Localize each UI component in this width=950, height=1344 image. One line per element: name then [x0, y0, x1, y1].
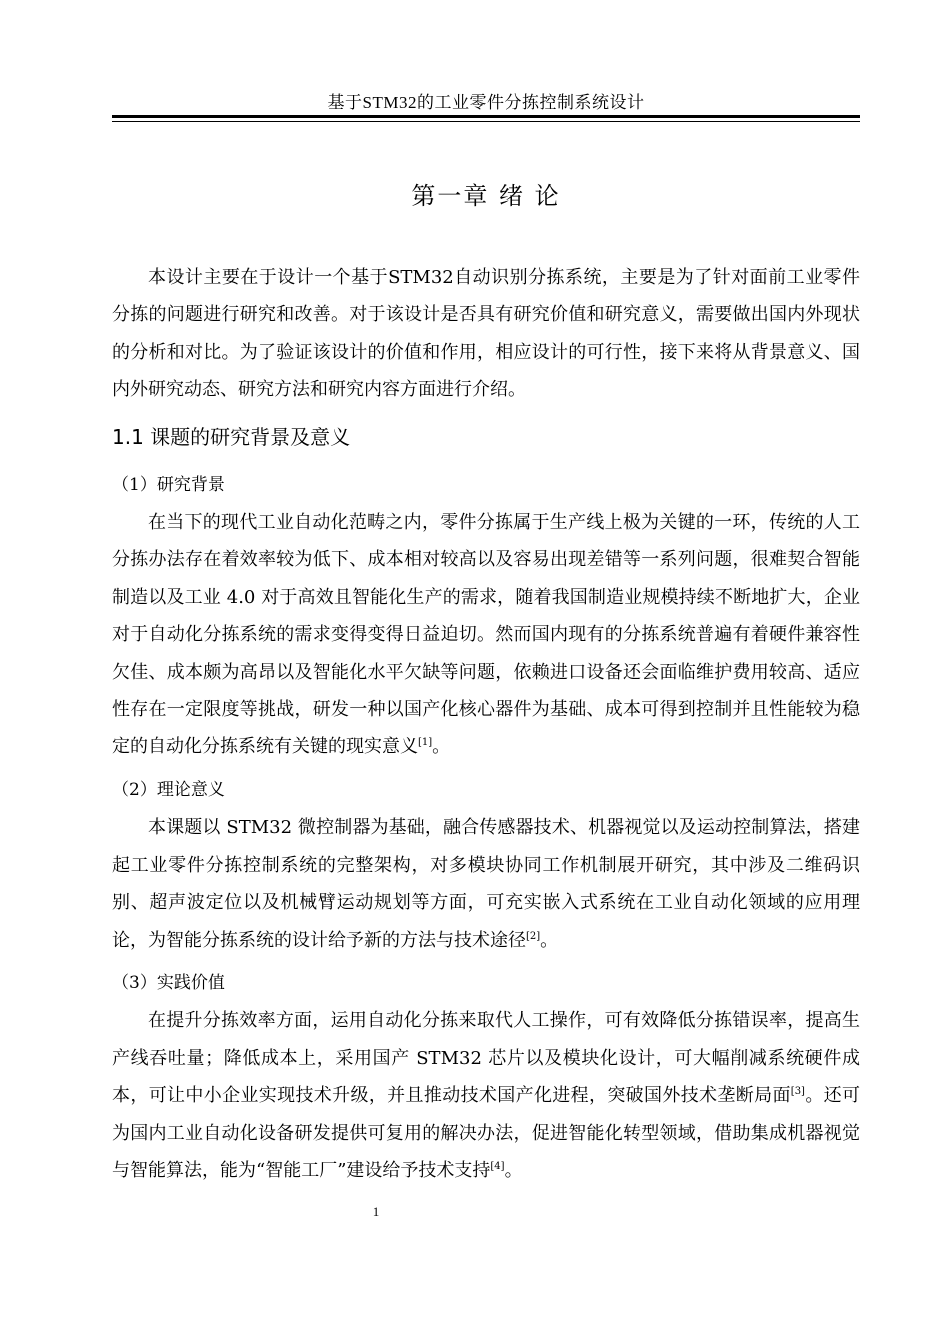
header-rule-thick — [112, 115, 860, 118]
paragraph-tail: 。 — [540, 929, 559, 951]
intro-paragraph: 本设计主要在于设计一个基于STM32自动识别分拣系统，主要是为了针对面前工业零件分拣的问题进行研究和改善。对于该设计是否具有研究价值和研究意义，需要做出国内外现状的分析和对比。为了验证该设计的价值和作用，相应设计的可行性，接下来将从背景意义、国内外研究动态、研究方法和研究内容方面进行介绍。 — [112, 267, 860, 401]
paragraph-tail: 。 — [432, 736, 451, 758]
citation: [3] — [790, 1086, 805, 1098]
paragraph-tail: 。 — [504, 1159, 523, 1181]
paragraph — [112, 1002, 860, 1189]
paragraph-text: 。还可为国内工业自动化设备研发提供可复用的解决办法，促进智能化转型领域，借助集成机器视觉与智能算法，能为“智能工厂”建设给予技术支持 — [112, 1085, 861, 1181]
paragraph-text: 在当下的现代工业自动化范畴之内，零件分拣属于生产线上极为关键的一环，传统的人工分拣办法存在着效率较为低下、成本相对较高以及容易出现差错等一系列问题，很难契合智能制造以及工业 4.0 对于高效且智能化生产的需求，随着我国制造业规模持续不断地扩大，企业对于自动化分拣系统的需求变得变得日益迫切。然而国内现有的分拣系统普遍有着硬件兼容性欠佳、成本颇为高昂以及智能化水平欠缺等问题，依赖进口设备还会面临维护费用较高、适应性存在一定限度等挑战，研发一种以国产化核心器件为基础、成本可得到控制并且性能较为稳定的自动化分拣系统有关键的现实意义 — [112, 512, 860, 758]
page-number: 1 — [372, 1204, 380, 1219]
section-heading: 1.1 课题的研究背景及意义 — [112, 424, 351, 449]
chapter-title: 第一章 绪 论 — [411, 182, 561, 210]
subsection-heading: （1）研究背景 — [112, 474, 225, 495]
citation: [2] — [526, 930, 541, 942]
subsection-heading: （3）实践价值 — [112, 972, 225, 993]
running-header: 基于STM32的工业零件分拣控制系统设计 — [327, 93, 645, 112]
header-rule-thin — [112, 121, 860, 122]
paragraph — [112, 809, 860, 959]
paragraph — [112, 504, 860, 766]
paragraph-text: 在提升分拣效率方面，运用自动化分拣来取代人工操作，可有效降低分拣错误率，提高生产线吞吐量；降低成本上，采用国产 STM32 芯片以及模块化设计，可大幅削减系统硬件成本，可让中小企业实现技术升级，并且推动技术国产化进程，突破国外技术垄断局面 — [112, 1010, 860, 1107]
subsection-heading: （2）理论意义 — [112, 779, 225, 800]
body-text — [112, 259, 860, 1189]
paragraph-text: 本课题以 STM32 微控制器为基础，融合传感器技术、机器视觉以及运动控制算法，搭建起工业零件分拣控制系统的完整架构，对多模块协同工作机制展开研究，其中涉及二维码识别、超声波定位以及机械臂运动规划等方面，可充实嵌入式系统在工业自动化领域的应用理论，为智能分拣系统的设计给予新的方法与技术途径 — [112, 817, 860, 951]
citation: [1] — [418, 737, 433, 749]
citation: [4] — [490, 1160, 505, 1172]
